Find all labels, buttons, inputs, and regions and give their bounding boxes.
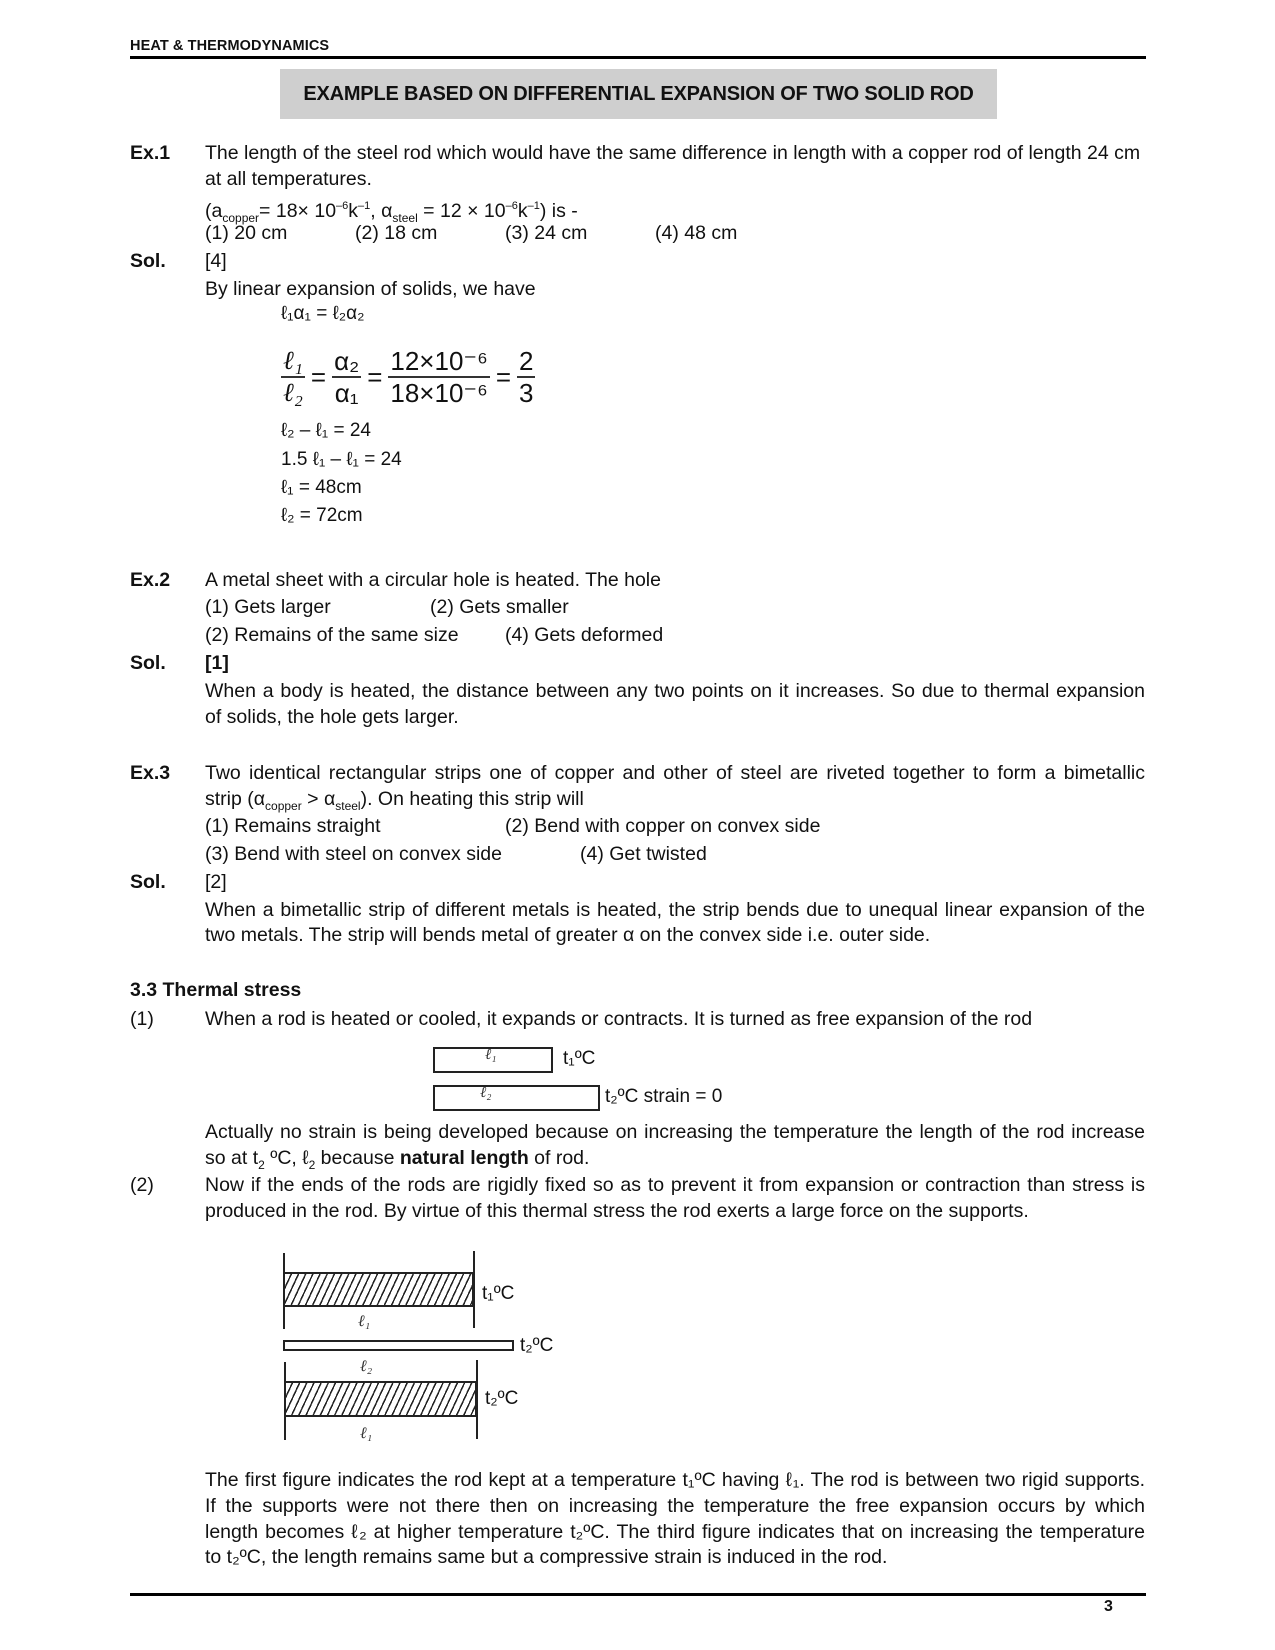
ex1-label: Ex.1 xyxy=(130,142,171,164)
ex3-answer: [2] xyxy=(205,871,227,893)
ex2-option-3: (2) Remains of the same size xyxy=(205,624,459,646)
fig2-top-length: ℓ₁ xyxy=(358,1313,371,1330)
free-rod-heated xyxy=(283,1340,514,1351)
ex3-sol-label: Sol. xyxy=(130,871,166,893)
final-para-line1: The first figure indicates the rod kept at a temperature t₁ºC having ℓ₁. The rod is between two rigid supports. xyxy=(205,1469,1145,1491)
ex3-option-4: (4) Get twisted xyxy=(580,843,707,865)
ex3-option-3: (3) Bend with steel on convex side xyxy=(205,843,502,865)
free-rod-expanded xyxy=(433,1085,600,1111)
point-1-number: (1) xyxy=(130,1008,154,1030)
math-step-3: ℓ₁ = 48cm xyxy=(281,477,362,498)
rod2-temp-label: t₂ºC strain = 0 xyxy=(605,1086,723,1107)
header-rule xyxy=(130,56,1146,59)
point-1-explanation-line2: so at $t_2$ ºC, ℓ$_2$ because natural length of rod. xyxy=(205,1147,590,1172)
ex1-explanation: By linear expansion of solids, we have xyxy=(205,278,536,300)
running-header: HEAT & THERMODYNAMICS xyxy=(130,38,330,54)
fraction-alpha: $\frac{\text{α₂}}{\text{α₁}}$ xyxy=(334,346,360,408)
ex3-explanation-line1: When a bimetallic strip of different metals is heated, the strip bends due to unequal linear expansion of the xyxy=(205,899,1145,921)
rod1-length-label: ℓ₁ xyxy=(485,1047,497,1063)
ex1-option-1: (1) 20 cm xyxy=(205,222,288,244)
ex2-label: Ex.2 xyxy=(130,569,171,591)
math-step-4: ℓ₂ = 72cm xyxy=(281,505,363,526)
footer-rule xyxy=(130,1593,1146,1596)
fig2-mid-temp: t₂ºC xyxy=(520,1335,554,1356)
fig2-bottom-temp: t₂ºC xyxy=(485,1388,519,1409)
banner-title: EXAMPLE BASED ON DIFFERENTIAL EXPANSION OF TWO SOLID ROD xyxy=(303,82,974,105)
right-support-top xyxy=(473,1251,475,1328)
point-1-text: When a rod is heated or cooled, it expands or contracts. It is turned as free expansion of the rod xyxy=(205,1008,1033,1030)
page-number: 3 xyxy=(1104,1598,1113,1615)
ex2-option-4: (4) Gets deformed xyxy=(505,624,664,646)
ex1-question-line1: The length of the steel rod which would have the same difference in length with a copper rod of length 24 cm xyxy=(205,142,1141,164)
ex2-answer: [1] xyxy=(205,652,229,674)
ex2-option-2: (2) Gets smaller xyxy=(430,596,569,618)
ex3-label: Ex.3 xyxy=(130,762,171,784)
final-para-line4: to t₂ºC, the length remains same but a compressive strain is induced in the rod. xyxy=(205,1546,888,1568)
ex1-option-4: (4) 48 cm xyxy=(655,222,738,244)
point-2-number: (2) xyxy=(130,1174,154,1196)
ex2-sol-label: Sol. xyxy=(130,652,166,674)
fraction-result: $\frac{2}{3}$ xyxy=(519,346,534,408)
math-eq-product: ℓ₁α₁ = ℓ₂α₂ xyxy=(281,303,365,324)
point-1-explanation-line1: Actually no strain is being developed because on increasing the temperature the length of the rod increase xyxy=(205,1121,1145,1143)
fixed-rod-initial xyxy=(283,1272,474,1307)
fixed-rod-heated xyxy=(284,1381,477,1417)
ex3-explanation-line2: two metals. The strip will bends metal of greater α on the convex side i.e. outer side. xyxy=(205,924,931,946)
point-2-line1: Now if the ends of the rods are rigidly fixed so as to prevent it from expansion or contraction than stress is xyxy=(205,1174,1145,1196)
ex1-option-3: (3) 24 cm xyxy=(505,222,588,244)
ex3-question-line1: Two identical rectangular strips one of copper and other of steel are riveted together to form a bimetallic xyxy=(205,762,1145,784)
math-step-2: 1.5 ℓ₁ – ℓ₁ = 24 xyxy=(281,449,402,470)
rod1-temp-label: t₁ºC xyxy=(563,1048,596,1069)
point-2-line2: produced in the rod. By virtue of this thermal stress the rod exerts a large force on the supports. xyxy=(205,1200,1029,1222)
fig2-bottom-length: ℓ₁ xyxy=(360,1425,373,1442)
ex2-option-1: (1) Gets larger xyxy=(205,596,331,618)
ex1-given-values: ($a_{copper}= 18\times 10^{-6}k^{-1}$, $\alpha_{steel} = 12 \times 10^{-6}k^{-1}$) is - xyxy=(205,200,578,225)
fraction-values: $\frac{\text{12×10⁻⁶}}{\text{18×10⁻⁶}}$ xyxy=(390,346,488,408)
final-para-line2: If the supports were not there then on increasing the temperature the free expansion occurs by which xyxy=(205,1495,1145,1517)
math-eq-ratio: $\frac{\text{ℓ₁}}{\text{ℓ₂}}$ = $\frac{\text{α₂}}{\text{α₁}}$ = $\frac{\text{12×10⁻⁶}}{\text{18×10⁻⁶}}$ = $\frac{2}{3}$ xyxy=(283,346,534,408)
ex3-option-1: (1) Remains straight xyxy=(205,815,381,837)
fig2-mid-length: ℓ₂ xyxy=(360,1358,373,1375)
fig2-top-temp: t₁ºC xyxy=(482,1283,515,1304)
fraction-l: $\frac{\text{ℓ₁}}{\text{ℓ₂}}$ xyxy=(283,346,303,407)
ex3-option-2: (2) Bend with copper on convex side xyxy=(505,815,821,837)
ex1-answer: [4] xyxy=(205,250,227,272)
right-support-bottom xyxy=(476,1360,478,1439)
ex1-option-2: (2) 18 cm xyxy=(355,222,438,244)
ex3-question-line2: strip $(\alpha_{copper} > \alpha_{steel})$. On heating this strip will xyxy=(205,788,584,813)
rod2-length-label: ℓ₂ xyxy=(480,1085,492,1101)
final-para-line3: length becomes ℓ₂ at higher temperature t₂ºC. The third figure indicates that on increasing the temperature xyxy=(205,1521,1145,1543)
ex1-sol-label: Sol. xyxy=(130,250,166,272)
ex2-question: A metal sheet with a circular hole is heated. The hole xyxy=(205,569,661,591)
section-heading: 3.3 Thermal stress xyxy=(130,979,302,1001)
ex2-explanation-line1: When a body is heated, the distance between any two points on it increases. So due to thermal expansion xyxy=(205,680,1145,702)
math-step-1: ℓ₂ – ℓ₁ = 24 xyxy=(281,420,371,441)
section-banner xyxy=(280,69,997,119)
ex1-question-line2: at all temperatures. xyxy=(205,168,372,190)
ex2-explanation-line2: of solids, the hole gets larger. xyxy=(205,706,459,728)
